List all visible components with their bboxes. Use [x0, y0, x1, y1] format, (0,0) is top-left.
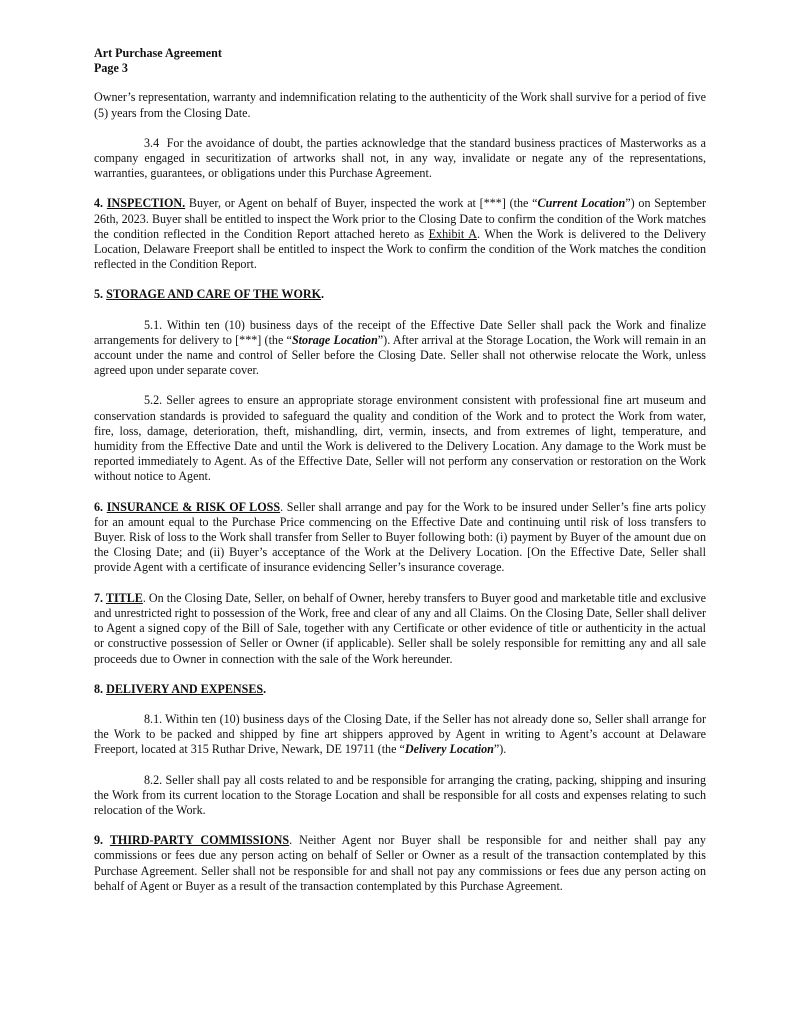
document-page	[94, 46, 706, 909]
section-text: . Neither Agent nor Buyer shall be responsible for and neither shall pay any commissions or fees due any person acting on behalf of Seller or Owner as a result of the transaction contemplated by this Purchase Agreement. Seller shall not be responsible for and shall not pay any commissions or fees due any person acting on behalf of Agent or Buyer as a result of the transaction contemplated by this Purchase Agreement.	[94, 833, 706, 893]
section-title-commissions: THIRD-PARTY COMMISSIONS	[109, 833, 290, 848]
section-text: Buyer, or Agent on behalf of Buyer, inspected the work at [***] (the “	[185, 196, 538, 211]
section-title-inspection: INSPECTION.	[106, 196, 186, 211]
section-number: 9.	[94, 833, 110, 848]
document-title: Art Purchase Agreement	[94, 46, 222, 60]
section-number: 8.	[94, 681, 107, 696]
section-title-delivery: DELIVERY AND EXPENSES	[106, 681, 264, 696]
section-commissions	[94, 833, 706, 894]
defined-term: Delivery Location	[404, 742, 494, 757]
paragraph-5-2: 5.2. Seller agrees to ensure an appropriate storage environment consistent with professional fine art museum and conservation standards is provided to safeguard the quality and condition of the Work and to protect the Work from water, fire, loss, damage, deterioration, theft, mishandling, dirt, vermin, insects, and from extremes of light, temperature, and humidity from the Effective Date and until the Work is delivered to the Delivery Location. Any damage to the Work must be reported immediately to Agent. As of the Effective Date, Seller will not perform any conservation or restoration on the Work without notice to Agent.	[94, 393, 706, 484]
section-storage-heading	[94, 287, 706, 302]
section-text: ”) on September 26th, 2023. Buyer shall be entitled to inspect the Work prior to the Closing Date to confirm the condition of the Work matches the condition reflected in the Condition Report attached hereto as	[94, 196, 706, 241]
section-number: 4.	[94, 196, 107, 211]
section-text: . When the Work is delivered to the Delivery Location, Delaware Freeport shall be entitled to inspect the Work to confirm the condition of the Work matches the condition reflected in the Condition Report.	[94, 226, 706, 272]
section-title-insurance: INSURANCE & RISK OF LOSS	[106, 499, 281, 514]
page-number: Page 3	[94, 61, 128, 76]
section-title-end: .	[263, 681, 267, 696]
section-text: . Seller shall arrange and pay for the Work to be insured under Seller’s fine arts policy for an amount equal to the Purchase Price commencing on the Effective Date and continuing until risk of loss transfers to Buyer. Risk of loss to the Work shall transfer from Seller to Buyer following both: (i) payment by Buyer of the amount due on the Closing Date; and (ii) Buyer’s acceptance of the Work at the Delivery Location. [On the Effective Date, Seller shall provide Agent with a certificate of insurance evidencing Seller’s insurance coverage.	[94, 499, 707, 575]
defined-term: Storage Location	[291, 332, 378, 347]
section-title-transfer	[94, 591, 706, 667]
section-number: 5.	[94, 287, 107, 302]
paragraph-survival: Owner’s representation, warranty and indemnification relating to the authenticity of the Work shall survive for a period of five (5) years from the Closing Date.	[94, 90, 706, 120]
section-title-title: TITLE	[105, 590, 143, 605]
section-text: . On the Closing Date, Seller, on behalf of Owner, hereby transfers to Buyer good and marketable title and exclusive and unrestricted right to possession of the Work, free and clear of any and all Claims. On the Closing Date, Seller shall deliver to Agent a signed copy of the Bill of Sale, together with any Certificate or other evidence of title or authenticity in the actual or constructive possession of Seller or Owner (if applicable). Seller shall be solely responsible for remitting any and all sale proceeds due to Owner in connection with the sale of the Work hereunder.	[94, 590, 706, 666]
section-text: ”).	[493, 742, 507, 757]
section-insurance	[94, 500, 706, 576]
section-title-end: .	[321, 287, 325, 302]
section-text: 8.1. Within ten (10) business days of the Closing Date, if the Seller has not already done so, Seller shall arrange for the Work to be packed and shipped by fine art shippers approved by Agent in writing to Agent’s account at Delaware Freeport, located at 315 Ruthar Drive, Newark, DE 19711 (the “	[94, 711, 706, 757]
section-number: 7.	[94, 590, 106, 605]
section-text: 5.1. Within ten (10) business days of the receipt of the Effective Date Seller shall pack the Work and finalize arrangements for delivery to [***] (the “	[94, 317, 706, 347]
section-inspection	[94, 196, 706, 272]
defined-term: Current Location	[537, 196, 626, 211]
section-text: ”). After arrival at the Storage Location, the Work will remain in an account under the name and control of Seller before the Closing Date. Seller shall not otherwise relocate the Work, unless agreed upon under separate cover.	[94, 332, 706, 378]
paragraph-3-4: 3.4 For the avoidance of doubt, the parties acknowledge that the standard business practices of Masterworks as a company engaged in securitization of artworks shall not, in any way, invalidate or negate any of the representations, warranties, guarantees, or obligations under this Purchase Agreement.	[94, 135, 706, 181]
paragraph-5-1	[94, 318, 706, 379]
paragraph-8-2: 8.2. Seller shall pay all costs related to and be responsible for arranging the crating, packing, shipping and insuring the Work from its current location to the Storage Location and shall be responsible for all costs and expenses relating to such relocation of the Work.	[94, 772, 706, 817]
section-title-storage: STORAGE AND CARE OF THE WORK	[106, 287, 322, 302]
section-number: 6.	[94, 499, 107, 514]
exhibit-reference: Exhibit A	[428, 226, 477, 241]
page-header	[94, 46, 706, 76]
section-delivery-heading	[94, 682, 706, 697]
paragraph-8-1	[94, 712, 706, 758]
